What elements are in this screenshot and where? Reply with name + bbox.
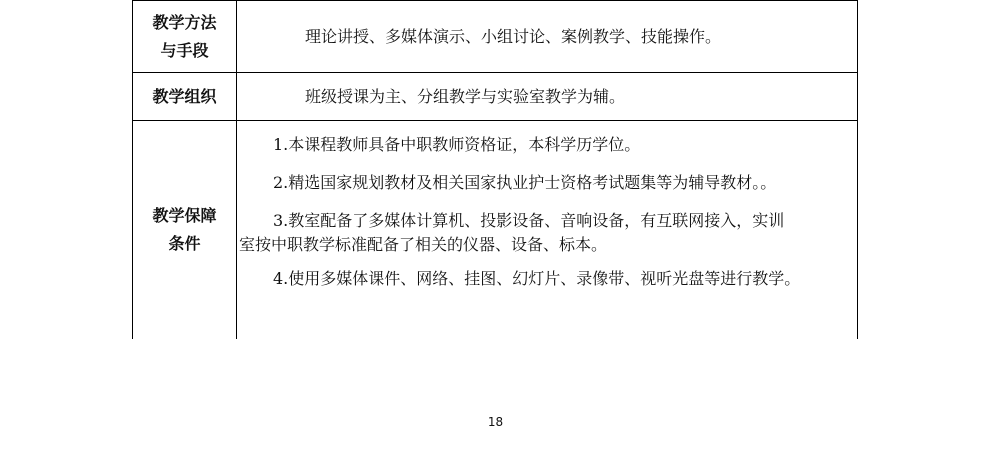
teaching-methods-content-cell — [237, 1, 858, 73]
guarantee-item-3-line-1: 3.教室配备了多媒体计算机、投影设备、音响设备，有互联网接入，实训 — [273, 211, 785, 230]
teaching-organization-content-cell — [237, 73, 858, 121]
teaching-guarantee-label-cell — [133, 121, 237, 339]
guarantee-item-3-line-2: 室按中职教学标准配备了相关的仪器、设备、标本。 — [239, 235, 608, 254]
course-info-table — [132, 0, 858, 339]
teaching-guarantee-label: 教学保障 条件 — [152, 205, 217, 253]
guarantee-item-4: 4.使用多媒体课件、网络、挂图、幻灯片、录像带、视听光盘等进行教学。 — [273, 269, 801, 288]
teaching-methods-label-cell — [133, 1, 237, 73]
teaching-methods-label: 教学方法 与手段 — [152, 12, 217, 60]
table-row-teaching-organization — [133, 73, 858, 121]
guarantee-list — [237, 121, 857, 291]
table-row-teaching-guarantee — [133, 121, 858, 339]
page-number: 18 — [487, 415, 504, 429]
teaching-guarantee-content-cell — [237, 121, 858, 339]
guarantee-item-3 — [237, 209, 857, 257]
teaching-organization-label: 教学组织 — [152, 86, 217, 106]
guarantee-item-2: 2.精选国家规划教材及相关国家执业护士资格考试题集等为辅导教材。。 — [273, 173, 777, 192]
teaching-organization-text: 班级授课为主、分组教学与实验室教学为辅。 — [305, 86, 626, 106]
guarantee-item-1: 1.本课程教师具备中职教师资格证，本科学历学位。 — [273, 135, 641, 154]
teaching-methods-text: 理论讲授、多媒体演示、小组讨论、案例教学、技能操作。 — [305, 26, 722, 46]
teaching-organization-label-cell — [133, 73, 237, 121]
table-row-teaching-methods — [133, 1, 858, 73]
